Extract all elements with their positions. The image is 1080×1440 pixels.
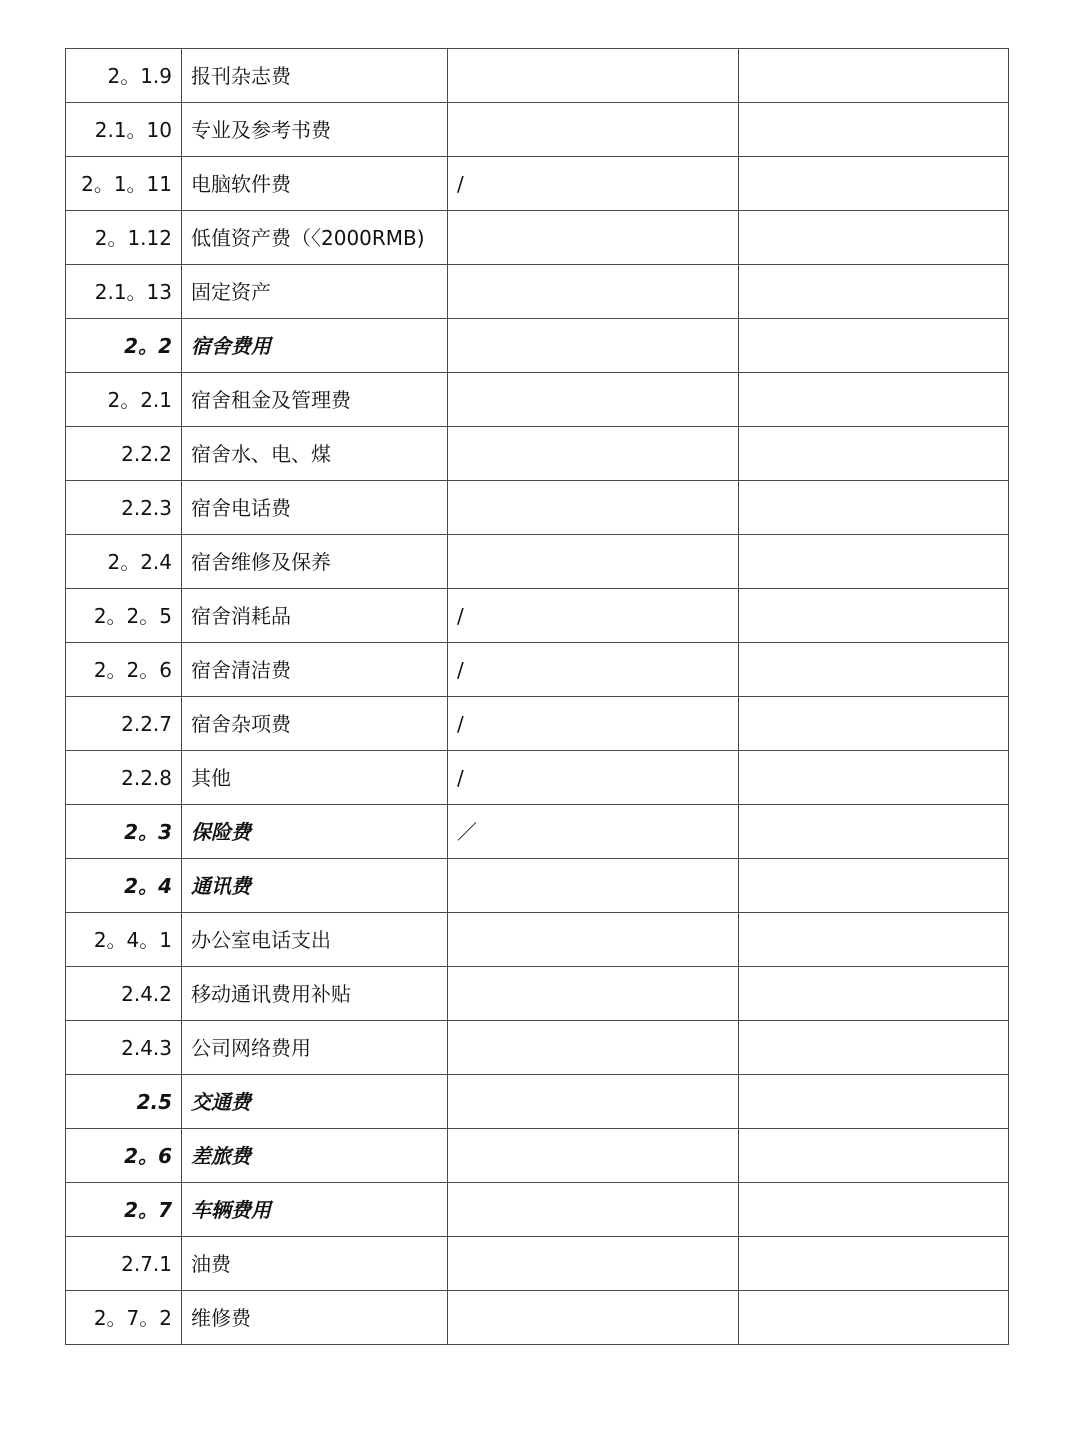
value-cell-2: [739, 643, 1009, 697]
value-cell-2: [739, 913, 1009, 967]
value-cell-2: [739, 1021, 1009, 1075]
item-name-cell: 其他: [182, 751, 448, 805]
item-name-cell: 差旅费: [182, 1129, 448, 1183]
value-cell-2: [739, 1075, 1009, 1129]
section-row: [66, 805, 1009, 859]
item-number-cell: 2.7.1: [66, 1237, 182, 1291]
value-cell-1: [448, 373, 739, 427]
value-cell-1: [448, 211, 739, 265]
table-row: [66, 697, 1009, 751]
item-number-cell: 2.1。13: [66, 265, 182, 319]
item-number-cell: 2。7。2: [66, 1291, 182, 1345]
value-cell-2: [739, 1291, 1009, 1345]
value-cell-1: [448, 103, 739, 157]
value-cell-1: /: [448, 751, 739, 805]
item-number-cell: 2。1.12: [66, 211, 182, 265]
value-cell-1: [448, 265, 739, 319]
expense-table: [65, 48, 1009, 1345]
item-name-cell: 宿舍清洁费: [182, 643, 448, 697]
item-number-cell: 2。1。11: [66, 157, 182, 211]
expense-table-body: [66, 49, 1009, 1345]
value-cell-2: [739, 589, 1009, 643]
value-cell-2: [739, 427, 1009, 481]
value-cell-2: [739, 859, 1009, 913]
value-cell-2: [739, 49, 1009, 103]
value-cell-2: [739, 1129, 1009, 1183]
value-cell-1: /: [448, 157, 739, 211]
table-row: [66, 913, 1009, 967]
section-row: [66, 1129, 1009, 1183]
item-number-cell: 2。2.4: [66, 535, 182, 589]
section-row: [66, 1075, 1009, 1129]
value-cell-1: [448, 535, 739, 589]
value-cell-2: [739, 535, 1009, 589]
value-cell-1: [448, 913, 739, 967]
item-number-cell: 2。2: [66, 319, 182, 373]
value-cell-1: /: [448, 643, 739, 697]
item-name-cell: 报刊杂志费: [182, 49, 448, 103]
item-name-cell: 宿舍杂项费: [182, 697, 448, 751]
table-row: [66, 211, 1009, 265]
table-row: [66, 643, 1009, 697]
table-row: [66, 265, 1009, 319]
section-row: [66, 859, 1009, 913]
value-cell-2: [739, 1237, 1009, 1291]
item-name-cell: 办公室电话支出: [182, 913, 448, 967]
value-cell-2: [739, 697, 1009, 751]
item-name-cell: 专业及参考书费: [182, 103, 448, 157]
table-row: [66, 535, 1009, 589]
value-cell-1: [448, 481, 739, 535]
item-name-cell: 宿舍维修及保养: [182, 535, 448, 589]
table-row: [66, 103, 1009, 157]
item-name-cell: 宿舍租金及管理费: [182, 373, 448, 427]
value-cell-1: [448, 859, 739, 913]
item-number-cell: 2。6: [66, 1129, 182, 1183]
item-number-cell: 2.1。10: [66, 103, 182, 157]
item-name-cell: 低值资产费（〈2000RMB): [182, 211, 448, 265]
item-name-cell: 油费: [182, 1237, 448, 1291]
value-cell-1: /: [448, 697, 739, 751]
item-number-cell: 2。1.9: [66, 49, 182, 103]
value-cell-1: [448, 1021, 739, 1075]
table-row: [66, 481, 1009, 535]
item-name-cell: 固定资产: [182, 265, 448, 319]
value-cell-2: [739, 103, 1009, 157]
item-name-cell: 维修费: [182, 1291, 448, 1345]
table-row: [66, 373, 1009, 427]
value-cell-2: [739, 319, 1009, 373]
value-cell-2: [739, 265, 1009, 319]
item-number-cell: 2.2.7: [66, 697, 182, 751]
value-cell-2: [739, 211, 1009, 265]
item-name-cell: 保险费: [182, 805, 448, 859]
table-row: [66, 589, 1009, 643]
table-row: [66, 1021, 1009, 1075]
item-number-cell: 2.2.8: [66, 751, 182, 805]
item-number-cell: 2。3: [66, 805, 182, 859]
value-cell-1: ／: [448, 805, 739, 859]
value-cell-2: [739, 481, 1009, 535]
value-cell-1: [448, 427, 739, 481]
table-row: [66, 967, 1009, 1021]
value-cell-2: [739, 751, 1009, 805]
item-number-cell: 2.4.2: [66, 967, 182, 1021]
section-row: [66, 319, 1009, 373]
item-number-cell: 2.4.3: [66, 1021, 182, 1075]
value-cell-2: [739, 373, 1009, 427]
value-cell-2: [739, 967, 1009, 1021]
value-cell-1: [448, 1129, 739, 1183]
item-name-cell: 车辆费用: [182, 1183, 448, 1237]
table-row: [66, 427, 1009, 481]
value-cell-1: [448, 967, 739, 1021]
item-number-cell: 2。2.1: [66, 373, 182, 427]
table-row: [66, 49, 1009, 103]
item-name-cell: 宿舍费用: [182, 319, 448, 373]
item-name-cell: 宿舍消耗品: [182, 589, 448, 643]
table-row: [66, 157, 1009, 211]
item-number-cell: 2。2。6: [66, 643, 182, 697]
item-number-cell: 2。4: [66, 859, 182, 913]
item-number-cell: 2.2.3: [66, 481, 182, 535]
item-name-cell: 宿舍水、电、煤: [182, 427, 448, 481]
value-cell-1: [448, 1237, 739, 1291]
section-row: [66, 1183, 1009, 1237]
item-name-cell: 移动通讯费用补贴: [182, 967, 448, 1021]
item-name-cell: 交通费: [182, 1075, 448, 1129]
item-name-cell: 通讯费: [182, 859, 448, 913]
value-cell-1: [448, 319, 739, 373]
item-name-cell: 宿舍电话费: [182, 481, 448, 535]
value-cell-1: [448, 1075, 739, 1129]
value-cell-1: [448, 49, 739, 103]
value-cell-2: [739, 805, 1009, 859]
item-number-cell: 2。4。1: [66, 913, 182, 967]
value-cell-2: [739, 157, 1009, 211]
item-number-cell: 2。7: [66, 1183, 182, 1237]
item-number-cell: 2.5: [66, 1075, 182, 1129]
item-number-cell: 2.2.2: [66, 427, 182, 481]
table-row: [66, 1237, 1009, 1291]
table-row: [66, 1291, 1009, 1345]
item-name-cell: 电脑软件费: [182, 157, 448, 211]
item-number-cell: 2。2。5: [66, 589, 182, 643]
item-name-cell: 公司网络费用: [182, 1021, 448, 1075]
value-cell-1: [448, 1183, 739, 1237]
value-cell-1: [448, 1291, 739, 1345]
value-cell-2: [739, 1183, 1009, 1237]
value-cell-1: /: [448, 589, 739, 643]
table-row: [66, 751, 1009, 805]
